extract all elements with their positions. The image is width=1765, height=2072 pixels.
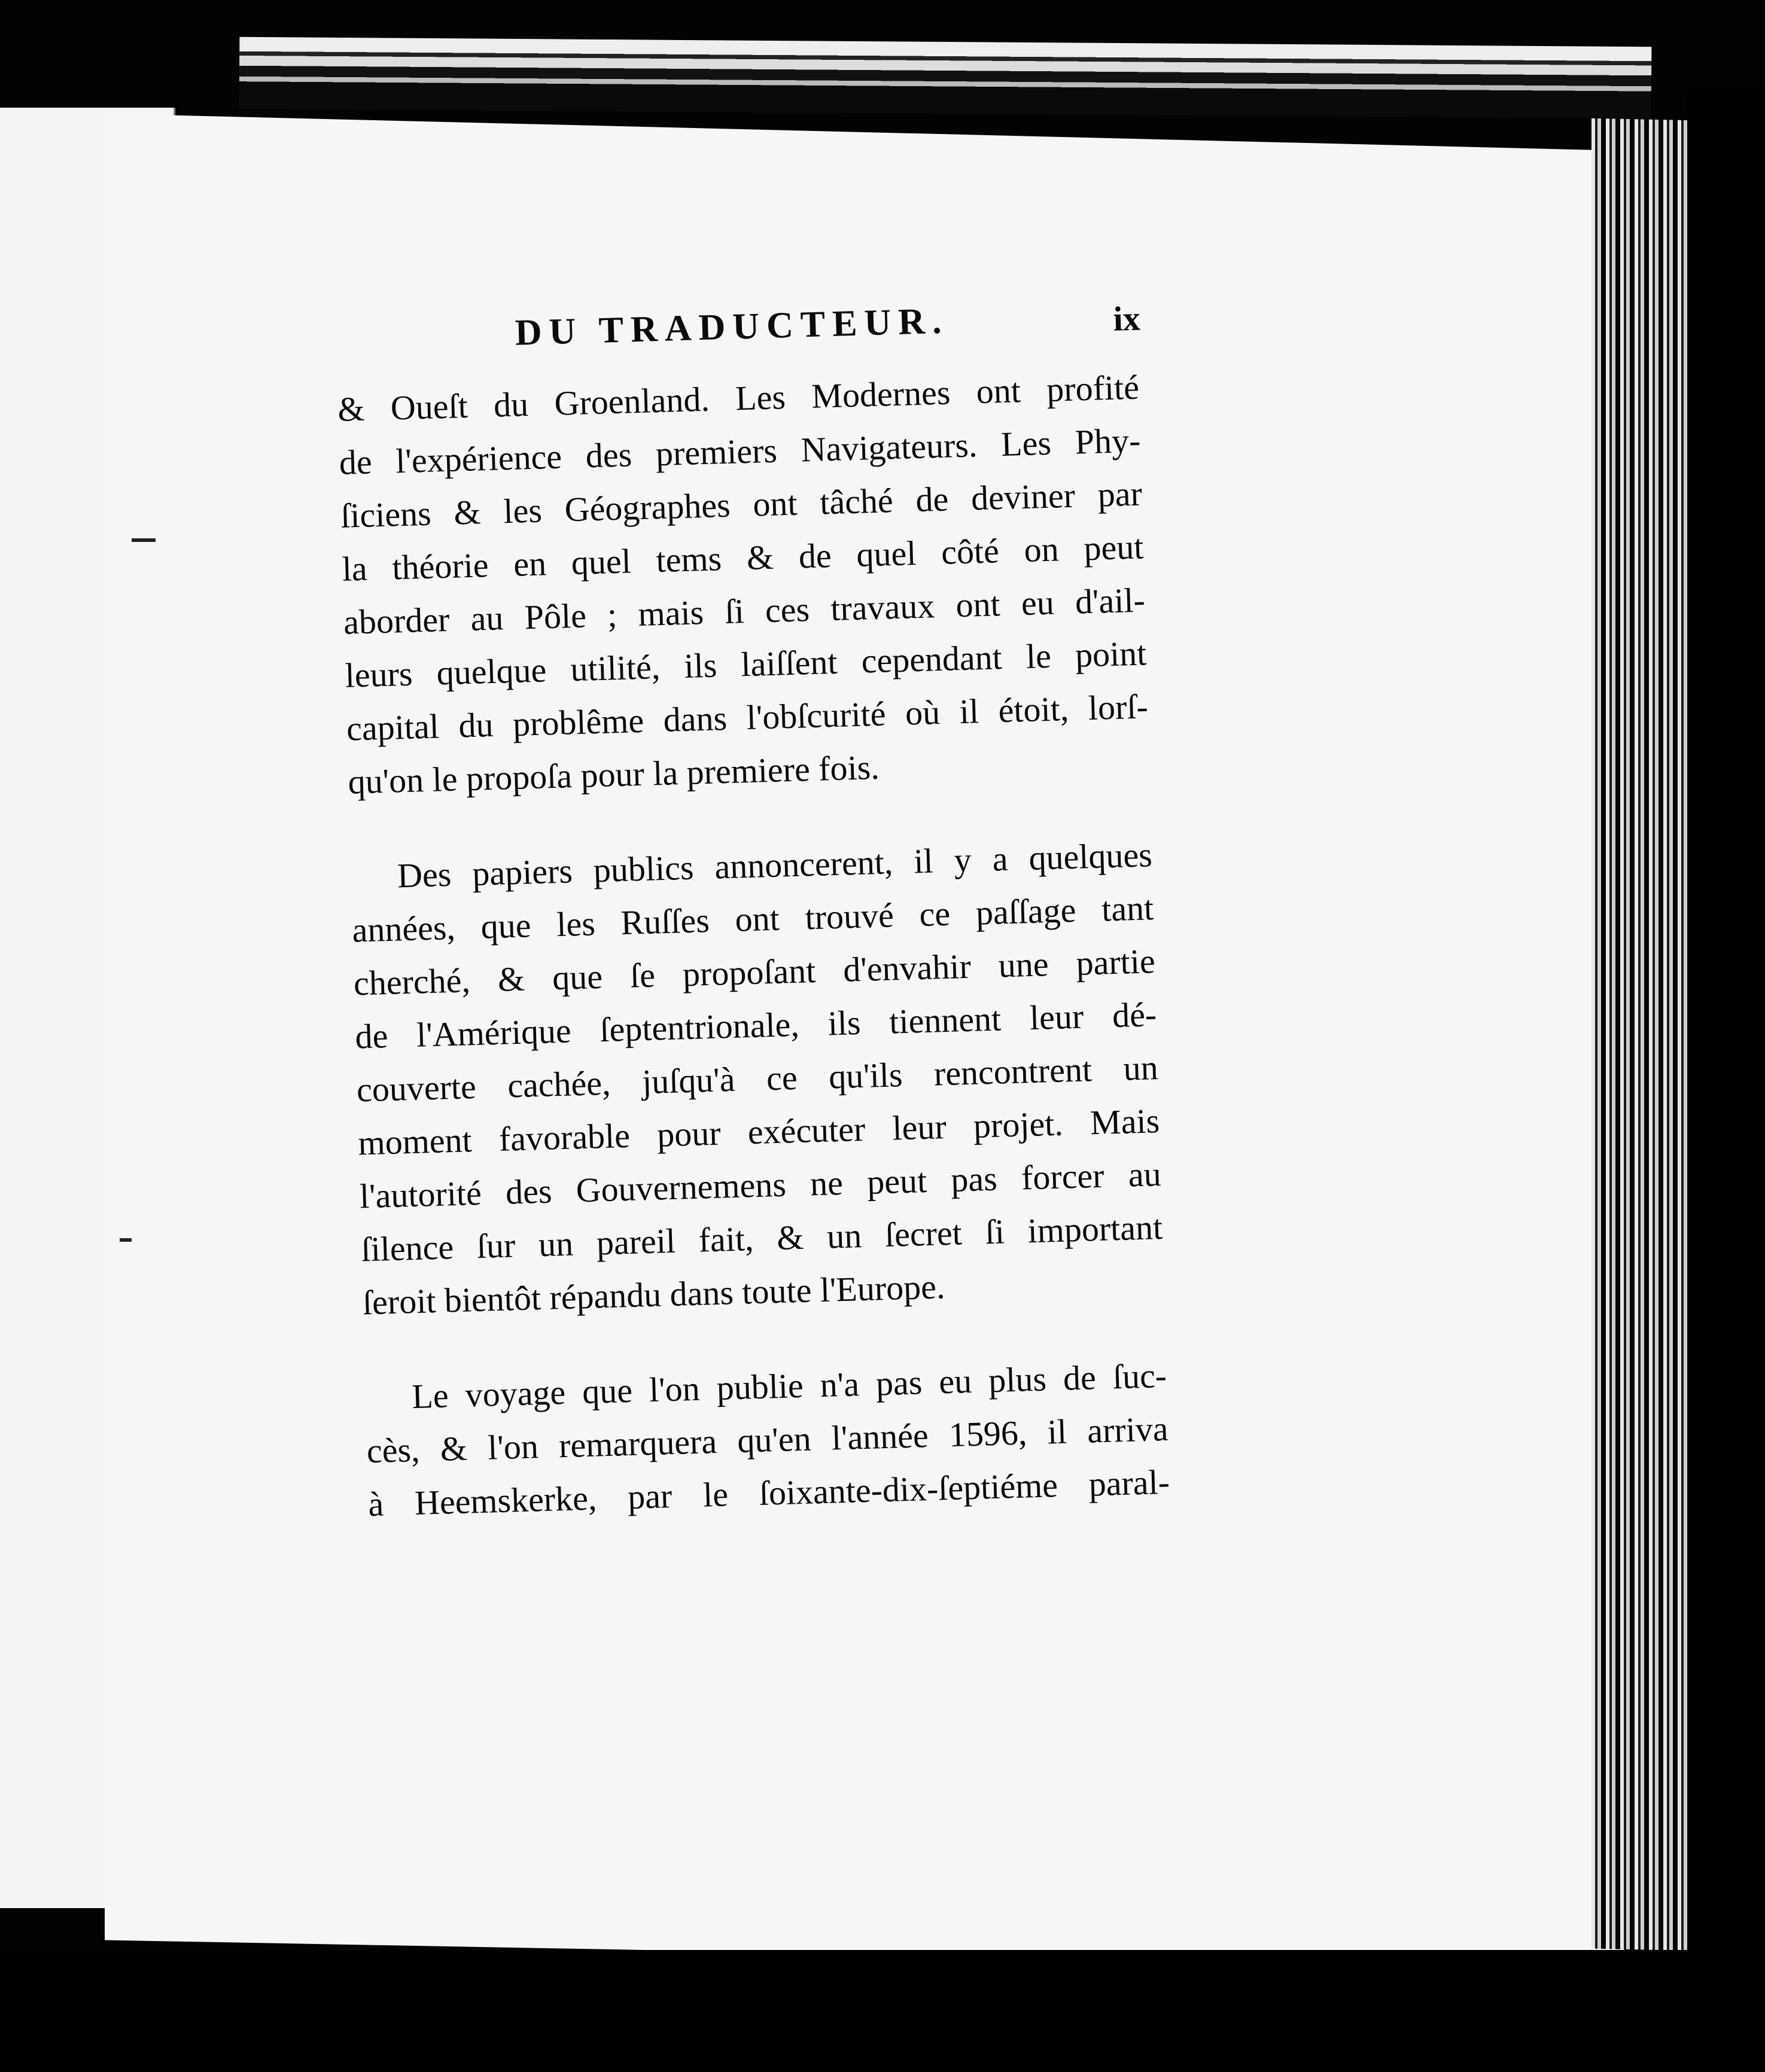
text-line: ſeroit bientôt répandu dans toute l'Europe. <box>362 1267 946 1323</box>
text-line: cès, & l'on remarquera qu'en l'année 1596, il arriva <box>366 1409 1169 1471</box>
page-number: ix <box>1112 298 1141 339</box>
text-line: couverte cachée, juſqu'à ce qu'ils rencontrent un <box>356 1048 1159 1110</box>
margin-mark <box>120 1238 132 1242</box>
text-line: l'autorité des Gouvernemens ne peut pas forcer au <box>359 1154 1162 1216</box>
page-stack-top-edge <box>239 37 1652 118</box>
text-line: années, que les Ruſſes ont trouvé ce paſſage tant <box>351 888 1155 950</box>
text-line: cherché, & que ſe propoſant d'envahir une partie <box>353 941 1156 1003</box>
page-text <box>335 294 1194 1531</box>
text-line: de l'Amérique ſeptentrionale, ils tiennent leur dé- <box>354 995 1157 1056</box>
text-line: moment favorable pour exécuter leur projet. Mais <box>357 1101 1160 1163</box>
running-title: DU TRADUCTEUR. <box>514 300 950 354</box>
text-line: qu'on le propoſa pour la premiere fois. <box>347 747 880 802</box>
text-line: Des papiers publics annoncerent, il y a quelques <box>397 835 1153 895</box>
binding-shadow <box>1687 90 1765 2072</box>
text-line: leurs quelque utilité, ils laiſſent cependant le point <box>344 633 1148 695</box>
paragraph-1 <box>337 359 1174 808</box>
bottom-shadow <box>0 1950 1765 2072</box>
text-line: aborder au Pôle ; mais ſi ces travaux ont eu d'ail- <box>343 580 1146 642</box>
text-line: & Oueſt du Groenland. Les Modernes ont profité <box>337 367 1140 429</box>
text-line: capital du problême dans l'obſcurité où il étoit, lorſ- <box>346 687 1149 748</box>
text-line: la théorie en quel tems & de quel côté on peut <box>341 527 1145 589</box>
text-line: ſilence ſur un pareil fait, & un ſecret ſi important <box>360 1207 1163 1269</box>
margin-mark <box>132 538 156 542</box>
paragraph-3 <box>364 1348 1194 1531</box>
paragraph-2 <box>350 827 1189 1329</box>
text-line: Le voyage que l'on publie n'a pas eu plus de ſuc- <box>411 1355 1167 1416</box>
text-line: ſiciens & les Géographes ont tâché de deviner par <box>340 474 1143 535</box>
text-line: à Heemskerke, par le ſoixante-dix-ſeptiéme paral- <box>367 1462 1170 1524</box>
text-line: de l'expérience des premiers Navigateurs. Les Phy- <box>338 421 1142 482</box>
